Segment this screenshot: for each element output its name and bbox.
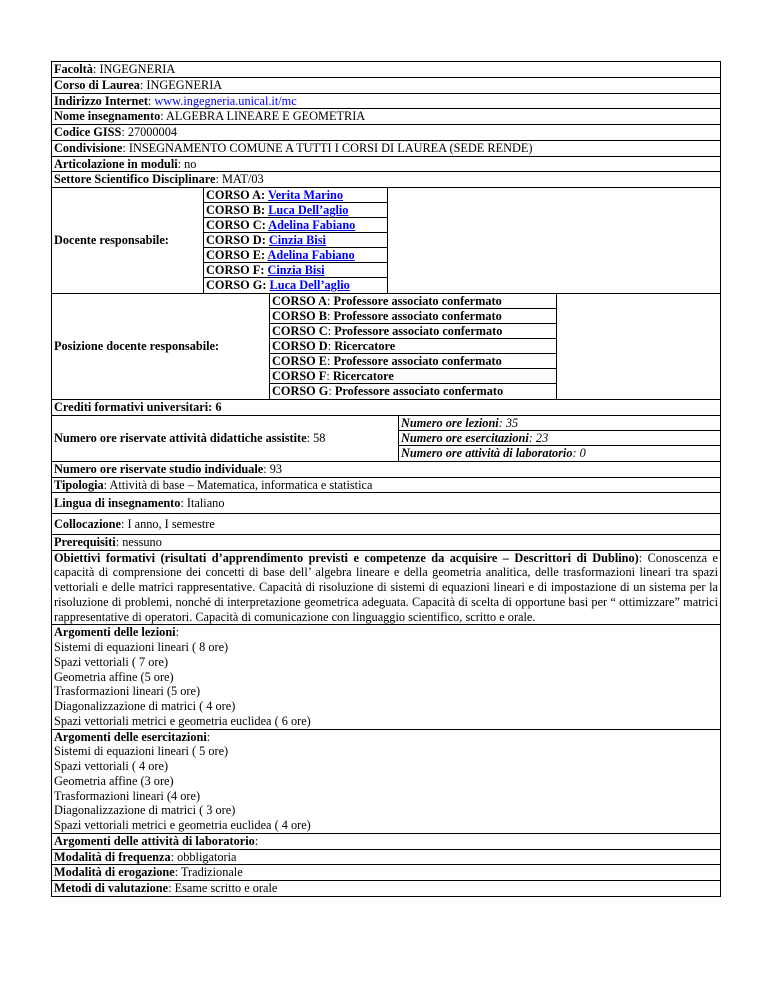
posizione-list [270, 294, 557, 399]
ore-esercitazioni: Numero ore esercitazioni: 23 [399, 431, 720, 446]
ore-breakdown [399, 416, 720, 461]
posizione-label: Posizione docente responsabile: [52, 294, 270, 399]
row-frequenza: Modalità di frequenza: obbligatoria [51, 849, 721, 865]
row-lingua: Lingua di insegnamento: Italiano [51, 492, 721, 513]
docente-item: CORSO A: Verita Marino [204, 188, 387, 203]
list-item: Spazi vettoriali ( 7 ore) [54, 654, 169, 669]
row-corso-laurea: Corso di Laurea: INGEGNERIA [51, 77, 721, 93]
row-articolazione: Articolazione in moduli: no [51, 156, 721, 172]
row-argomenti-lezioni: Argomenti delle lezioni: Sistemi di equazioni lineari ( 8 ore) Spazi vettoriali ( 7 ore) Geometria affine (5 ore) Trasformazioni lineari (5 ore) Diagonalizzazione di matrici ( 4 ore) Spazi vettoriali metrici e geometria euclidea ( 6 ore) [51, 624, 721, 728]
docente-link[interactable]: Verita Marino [267, 188, 343, 202]
row-facolta: Facoltà: INGEGNERIA [51, 61, 721, 77]
posizione-block [51, 293, 721, 399]
ore-laboratorio: Numero ore attività di laboratorio: 0 [401, 445, 586, 460]
docente-block [51, 187, 721, 293]
list-item: Spazi vettoriali metrici e geometria euclidea ( 4 ore) [54, 818, 311, 832]
posizione-item: CORSO B: Professore associato confermato [270, 309, 556, 324]
docente-link[interactable]: Adelina Fabiano [267, 248, 355, 262]
ore-lezioni: Numero ore lezioni: 35 [399, 416, 720, 431]
row-collocazione: Collocazione: I anno, I semestre [51, 513, 721, 534]
list-item: Geometria affine (5 ore) [54, 669, 174, 684]
row-codice: Codice GISS: 27000004 [51, 124, 721, 140]
row-prerequisiti: Prerequisiti: nessuno [51, 534, 721, 550]
row-studio: Numero ore riservate studio individuale: 93 [51, 461, 721, 477]
row-condivisione: Condivisione: INSEGNAMENTO COMUNE A TUTTI I CORSI DI LAUREA (SEDE RENDE) [51, 140, 721, 156]
row-tipologia: Tipologia: Attività di base – Matematica, informatica e statistica [51, 477, 721, 493]
ore-block [51, 415, 721, 461]
docente-item: CORSO F: Cinzia Bisi [204, 263, 387, 278]
row-valutazione: Metodi di valutazione: Esame scritto e orale [51, 880, 721, 897]
posizione-item: CORSO C: Professore associato confermato [270, 324, 556, 339]
docente-link[interactable]: Adelina Fabiano [268, 218, 356, 232]
list-item: Diagonalizzazione di matrici ( 3 ore) [54, 803, 236, 818]
posizione-item: CORSO D: Ricercatore [270, 339, 556, 354]
posizione-item: CORSO A: Professore associato confermato [270, 294, 556, 309]
row-obiettivi: Obiettivi formativi (risultati d’apprendimento previsti e competenze da acquisire – Descrittori di Dublino): Conoscenza e capacità di comprensione dei concetti di base dell’ algebra lineare e della geometria analitica, delle trasformazioni lineari tra spazi vettoriali e delle matrici rappresentative. Capacità di risoluzione di sistemi di equazioni lineari e di impostazione di un sistema per la risoluzione di problemi, nonché di interpretazione geometrica adeguata. Capacità di scelta di opportune basi per “ ottimizzare” matrici rappresentative di operatori. Capacità di comunicazione con linguaggio scientifico, scritto e orale. [51, 550, 721, 625]
docente-label: Docente responsabile: [52, 188, 204, 293]
docente-item: CORSO D: Cinzia Bisi [204, 233, 387, 248]
row-nome-insegnamento: Nome insegnamento: ALGEBRA LINEARE E GEOMETRIA [51, 108, 721, 124]
row-settore: Settore Scientifico Disciplinare: MAT/03 [51, 171, 721, 187]
list-item: Geometria affine (3 ore) [54, 773, 174, 788]
list-item: Sistemi di equazioni lineari ( 8 ore) [54, 640, 229, 654]
list-item: Spazi vettoriali metrici e geometria euclidea ( 6 ore) [54, 713, 311, 728]
row-argomenti-laboratorio: Argomenti delle attività di laboratorio: [51, 833, 721, 849]
course-sheet [51, 61, 721, 897]
docente-item: CORSO E: Adelina Fabiano [204, 248, 387, 263]
docente-item: CORSO B: Luca Dell’aglio [204, 203, 387, 218]
row-argomenti-esercitazioni: Argomenti delle esercitazioni: Sistemi di equazioni lineari ( 5 ore) Spazi vettoriali ( 4 ore) Geometria affine (3 ore) Trasformazioni lineari (4 ore) Diagonalizzazione di matrici ( 3 ore) Spazi vettoriali metrici e geometria euclidea ( 4 ore) [51, 729, 721, 833]
ore-assistite: Numero ore riservate attività didattiche assistite: 58 [52, 416, 399, 461]
list-item: Diagonalizzazione di matrici ( 4 ore) [54, 699, 236, 713]
website-link[interactable]: www.ingegneria.unical.it/mc [154, 93, 297, 108]
row-indirizzo: Indirizzo Internet: www.ingegneria.unical.it/mc [51, 93, 721, 109]
docente-item: CORSO G: Luca Dell’aglio [206, 278, 350, 292]
list-item: Spazi vettoriali ( 4 ore) [54, 759, 169, 773]
posizione-item: CORSO F: Ricercatore [270, 369, 556, 384]
row-erogazione: Modalità di erogazione: Tradizionale [51, 864, 721, 880]
docente-link[interactable]: Luca Dell’aglio [269, 278, 350, 292]
list-item: Trasformazioni lineari (5 ore) [54, 684, 201, 699]
list-item: Trasformazioni lineari (4 ore) [54, 788, 201, 803]
docente-item: CORSO C: Adelina Fabiano [204, 218, 387, 233]
posizione-item: CORSO G: Professore associato confermato [272, 384, 504, 398]
row-crediti: Crediti formativi universitari: 6 [51, 399, 721, 415]
docente-link[interactable]: Cinzia Bisi [267, 263, 325, 277]
posizione-item: CORSO E: Professore associato confermato [270, 354, 556, 369]
list-item: Sistemi di equazioni lineari ( 5 ore) [54, 744, 229, 759]
docente-list [204, 188, 388, 293]
docente-link[interactable]: Cinzia Bisi [268, 233, 326, 247]
docente-link[interactable]: Luca Dell’aglio [268, 203, 349, 217]
